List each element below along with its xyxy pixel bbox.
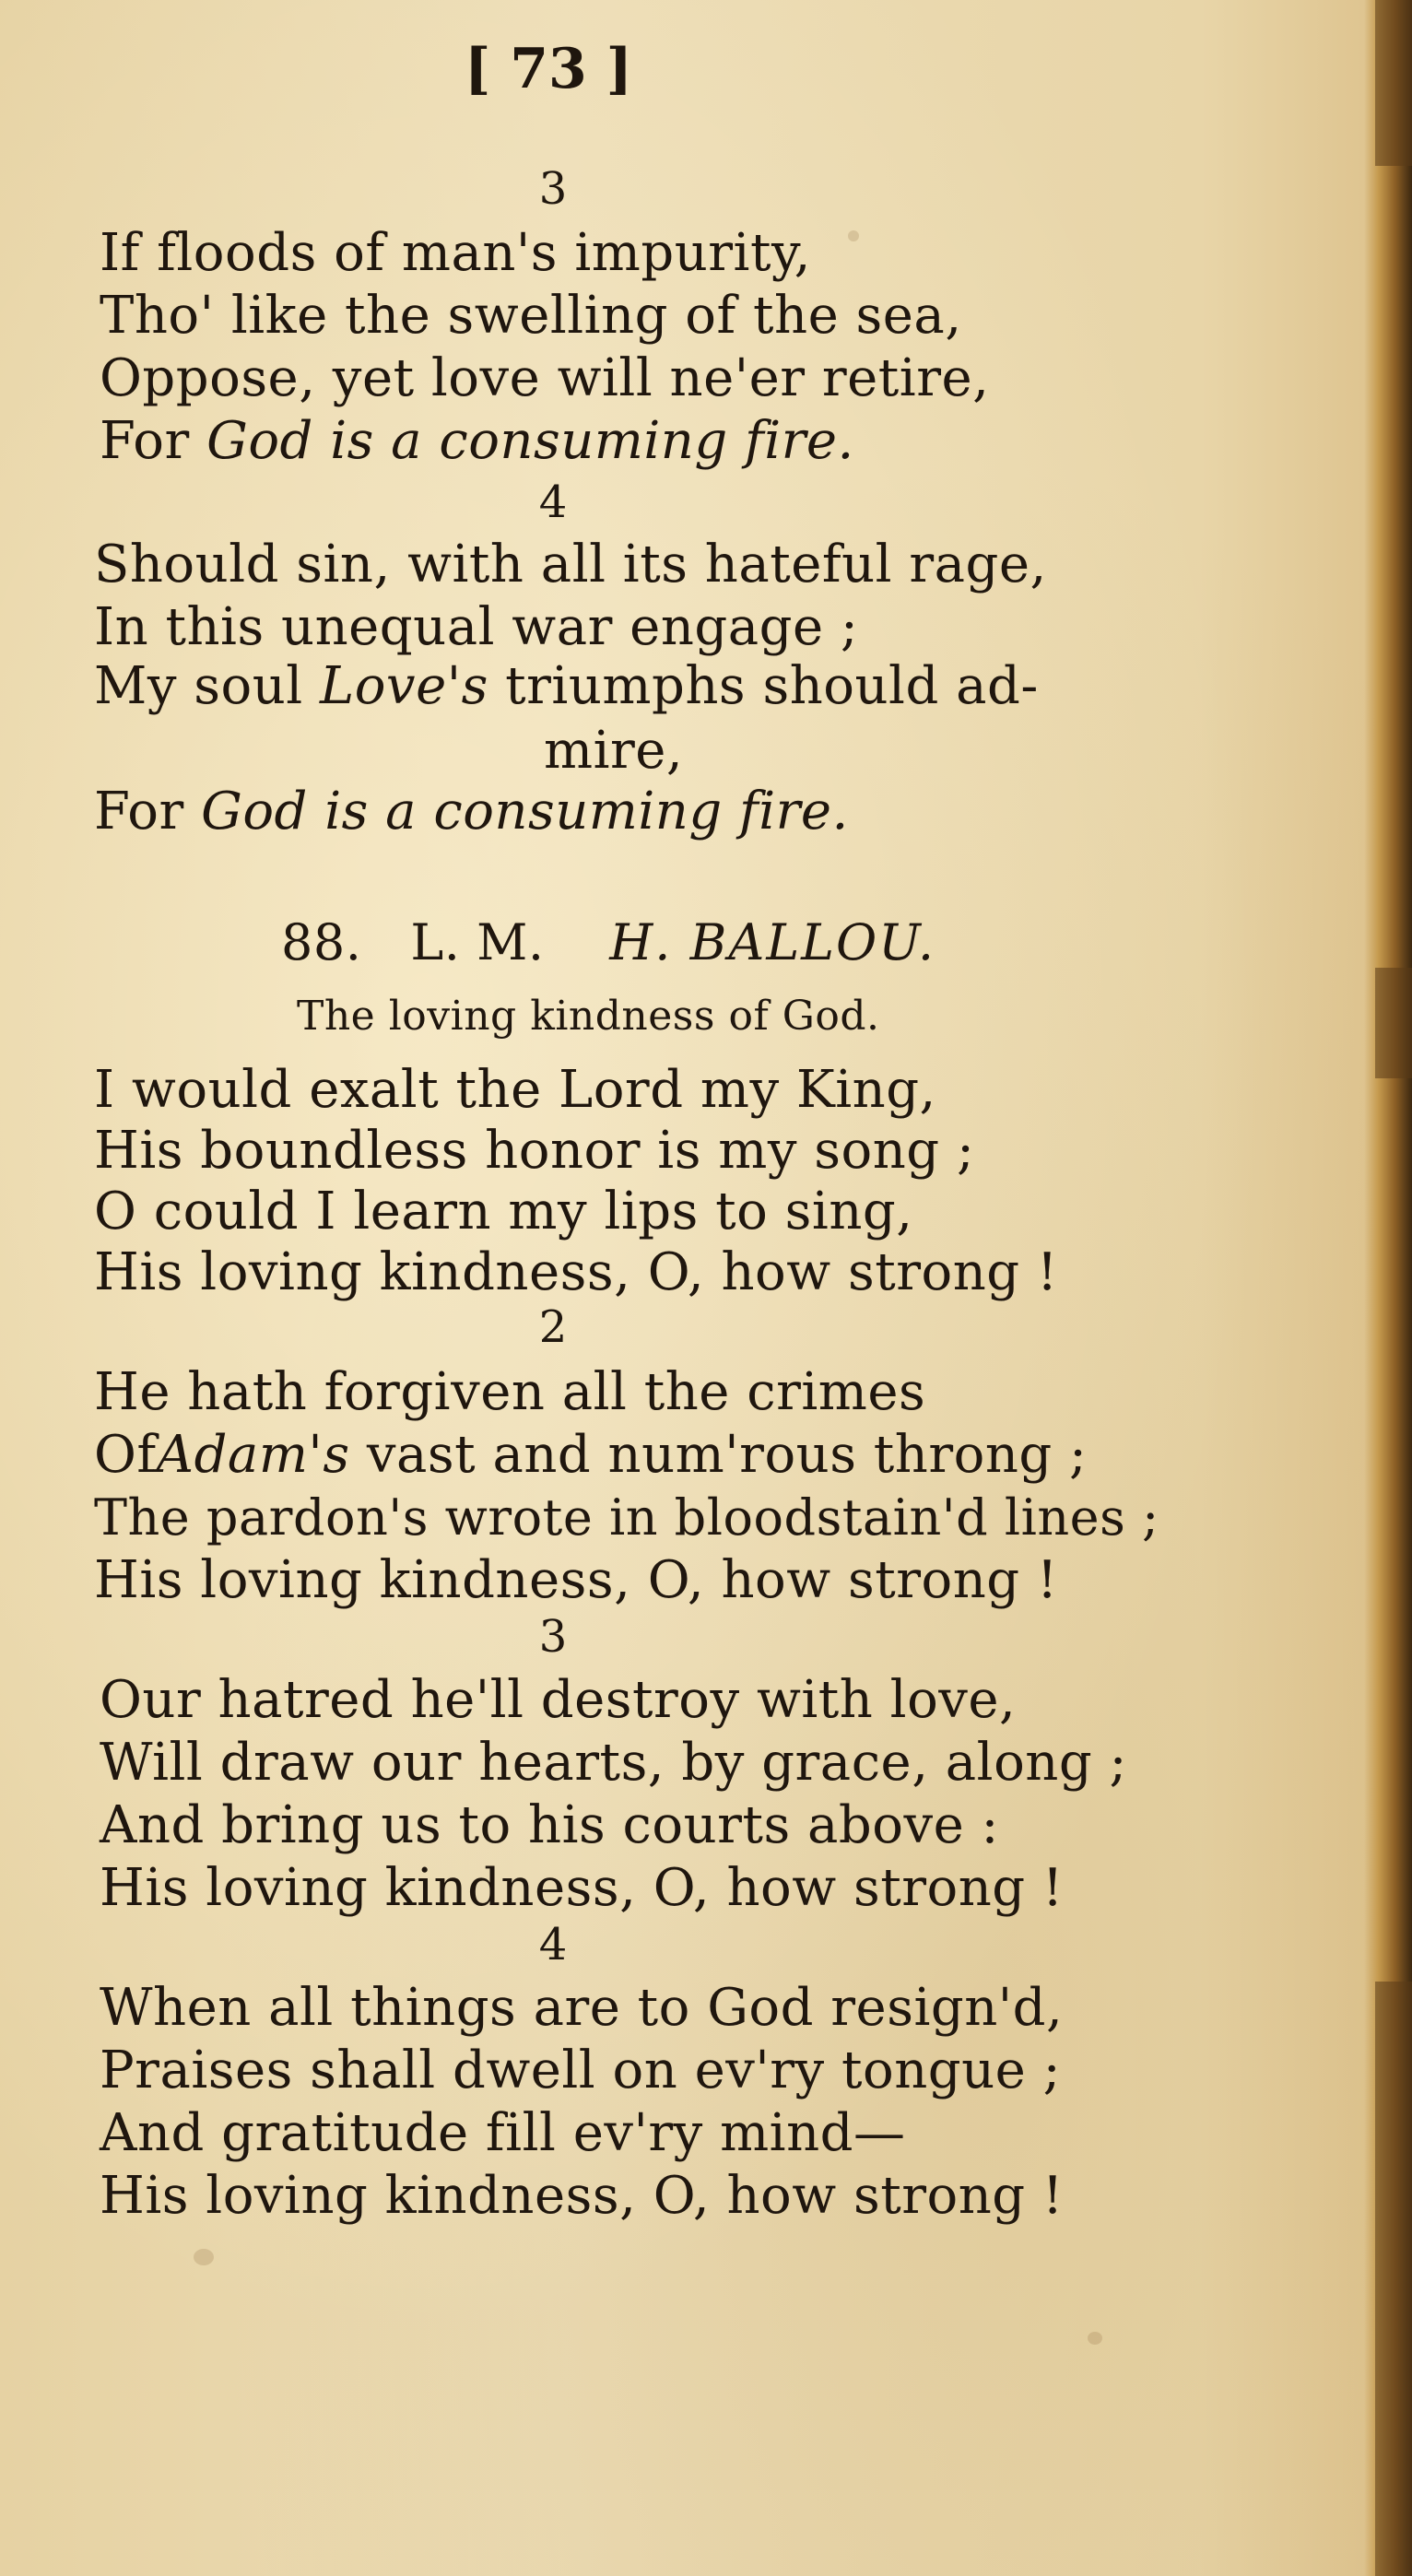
refrain-italic: God is a consuming fire. (201, 782, 849, 841)
verse-line: His boundless honor is my song ; (94, 1121, 975, 1181)
hymn-author: H. BALLOU. (609, 913, 936, 971)
verse-line: I would exalt the Lord my King, (94, 1060, 936, 1120)
page-edge-band (1375, 968, 1412, 1078)
verse-line: Oppose, yet love will ne'er retire, (100, 348, 990, 408)
verse-line: And gratitude fill ev'ry mind— (100, 2103, 906, 2163)
verse-number: 3 (538, 163, 568, 215)
verse-line: His loving kindness, O, how strong ! (100, 2166, 1064, 2226)
verse-number: 2 (538, 1301, 568, 1353)
page-number-header: [ 73 ] (464, 37, 633, 101)
verse-line: Praises shall dwell on ev'ry tongue ; (100, 2041, 1061, 2100)
verse-line (94, 1425, 1087, 1486)
verse-line: O could I learn my lips to sing, (94, 1182, 913, 1241)
hymn-number: 88. (281, 913, 362, 971)
hymn-heading (281, 912, 935, 973)
line-suffix: vast and num'rous throng ; (366, 1425, 1088, 1485)
foxing-spot (848, 230, 859, 241)
refrain-italic: God is a consuming fire. (206, 411, 854, 471)
verse-number: 4 (538, 1919, 568, 1970)
verse-number: 3 (538, 1611, 568, 1663)
verse-line: The pardon's wrote in bloodstain'd lines ; (94, 1488, 1159, 1547)
page-edge-band (1375, 1982, 1412, 2576)
refrain-line (100, 411, 854, 472)
line-suffix: triumphs should ad- (505, 656, 1039, 716)
line-prefix: Of (94, 1425, 157, 1485)
line-italic: Adam's (156, 1425, 350, 1485)
verse-line: Tho' like the swelling of the sea, (100, 286, 962, 346)
verse-line: His loving kindness, O, how strong ! (94, 1550, 1058, 1610)
verse-line: His loving kindness, O, how strong ! (100, 1858, 1064, 1918)
verse-line: If floods of man's impurity, (100, 223, 811, 283)
verse-line: Should sin, with all its hateful rage, (94, 535, 1047, 594)
verse-line: And bring us to his courts above : (100, 1795, 999, 1855)
verse-line: Will draw our hearts, by grace, along ; (100, 1733, 1127, 1793)
verse-line: In this unequal war engage ; (94, 597, 859, 657)
verse-line: He hath forgiven all the crimes (94, 1362, 926, 1422)
foxing-spot (1088, 2332, 1102, 2345)
refrain-prefix: For (94, 782, 184, 841)
verse-line (94, 656, 1039, 717)
verse-number: 4 (538, 476, 568, 528)
verse-line-wrap: mire, (544, 721, 684, 781)
refrain-line (94, 782, 849, 842)
refrain-prefix: For (100, 411, 190, 471)
line-prefix: My soul (94, 656, 303, 716)
hymn-title: The loving kindness of God. (297, 993, 880, 1040)
hymn-meter: L. M. (410, 913, 545, 971)
line-italic: Love's (320, 656, 488, 716)
verse-line: Our hatred he'll destroy with love, (100, 1670, 1017, 1730)
verse-line: When all things are to God resign'd, (100, 1978, 1064, 2038)
verse-line: His loving kindness, O, how strong ! (94, 1242, 1058, 1302)
foxing-spot (194, 2249, 214, 2265)
page-edge-band (1375, 0, 1412, 166)
